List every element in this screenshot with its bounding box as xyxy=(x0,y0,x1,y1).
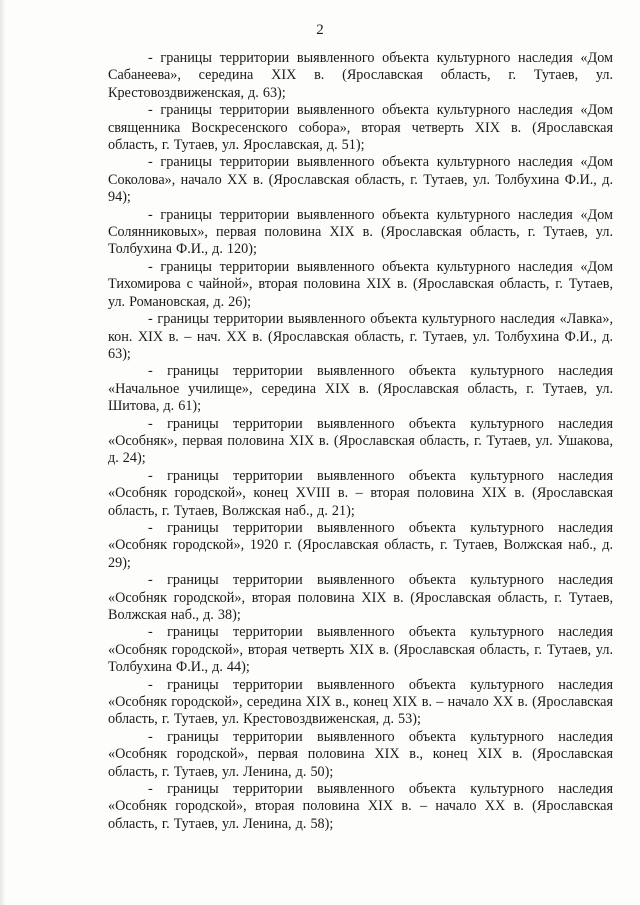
list-item: - границы территории выявленного объекта культурного наследия «Дом Сабанеева», середина XIX в. (Ярославская область, г. Тутаев, ул. Крестовоздвиженская, д. 63); xyxy=(108,50,613,101)
page-number: 2 xyxy=(316,22,324,38)
list-item: - границы территории выявленного объекта культурного наследия «Особняк городской», середина XIX в., конец XIX в. – начало XX в. (Ярославская область, г. Тутаев, ул. Крестовоздвиженская, д. 53); xyxy=(108,676,613,728)
list-item: - границы территории выявленного объекта культурного наследия «Особняк городской», вторая половина XIX в. (Ярославская область, г. Тутаев, Волжская наб., д. 38); xyxy=(108,572,613,623)
list-item: - границы территории выявленного объекта культурного наследия «Особняк городской», вторая четверть XIX в. (Ярославская область, г. Тутаев, ул. Толбухина Ф.И., д. 44); xyxy=(108,624,613,676)
list-item: - границы территории выявленного объекта культурного наследия «Особняк городской», первая половина XIX в., конец XIX в. (Ярославская область, г. Тутаев, ул. Ленина, д. 50); xyxy=(108,728,613,780)
list-item: - границы территории выявленного объекта культурного наследия «Лавка», кон. XIX в. – нач. XX в. (Ярославская область, г. Тутаев, ул. Толбухина Ф.И., д. 63); xyxy=(108,311,613,362)
list-item: - границы территории выявленного объекта культурного наследия «Дом Солянниковых», первая половина XIX в. (Ярославская область, г. Тутаев, ул. Толбухина Ф.И., д. 120); xyxy=(108,206,613,258)
scan-edge-shadow xyxy=(0,0,6,905)
list-item: - границы территории выявленного объекта культурного наследия «Дом Соколова», начало XX в. (Ярославская область, г. Тутаев, ул. Толбухина Ф.И., д. 94); xyxy=(108,154,613,206)
document-body xyxy=(108,50,613,833)
list-item: - границы территории выявленного объекта культурного наследия «Особняк городской», вторая половина XIX в. – начало XX в. (Ярославская область, г. Тутаев, ул. Ленина, д. 58); xyxy=(108,781,613,832)
list-item: - границы территории выявленного объекта культурного наследия «Особняк», первая половина XIX в. (Ярославская область, г. Тутаев, ул. Ушакова, д. 24); xyxy=(108,415,613,467)
list-item: - границы территории выявленного объекта культурного наследия «Особняк городской», конец XVIII в. – вторая половина XIX в. (Ярославская область, г. Тутаев, Волжская наб., д. 21); xyxy=(108,467,613,519)
list-item: - границы территории выявленного объекта культурного наследия «Дом священника Воскресенского собора», вторая четверть XIX в. (Ярославская область, г. Тутаев, ул. Ярославская, д. 51); xyxy=(108,102,613,154)
list-item: - границы территории выявленного объекта культурного наследия «Начальное училище», середина XIX в. (Ярославская область, г. Тутаев, ул. Шитова, д. 61); xyxy=(108,363,613,415)
list-item: - границы территории выявленного объекта культурного наследия «Особняк городской», 1920 г. (Ярославская область, г. Тутаев, Волжская наб., д. 29); xyxy=(108,519,613,571)
list-item: - границы территории выявленного объекта культурного наследия «Дом Тихомирова с чайной», вторая половина XIX в. (Ярославская область, г. Тутаев, ул. Романовская, д. 26); xyxy=(108,258,613,310)
